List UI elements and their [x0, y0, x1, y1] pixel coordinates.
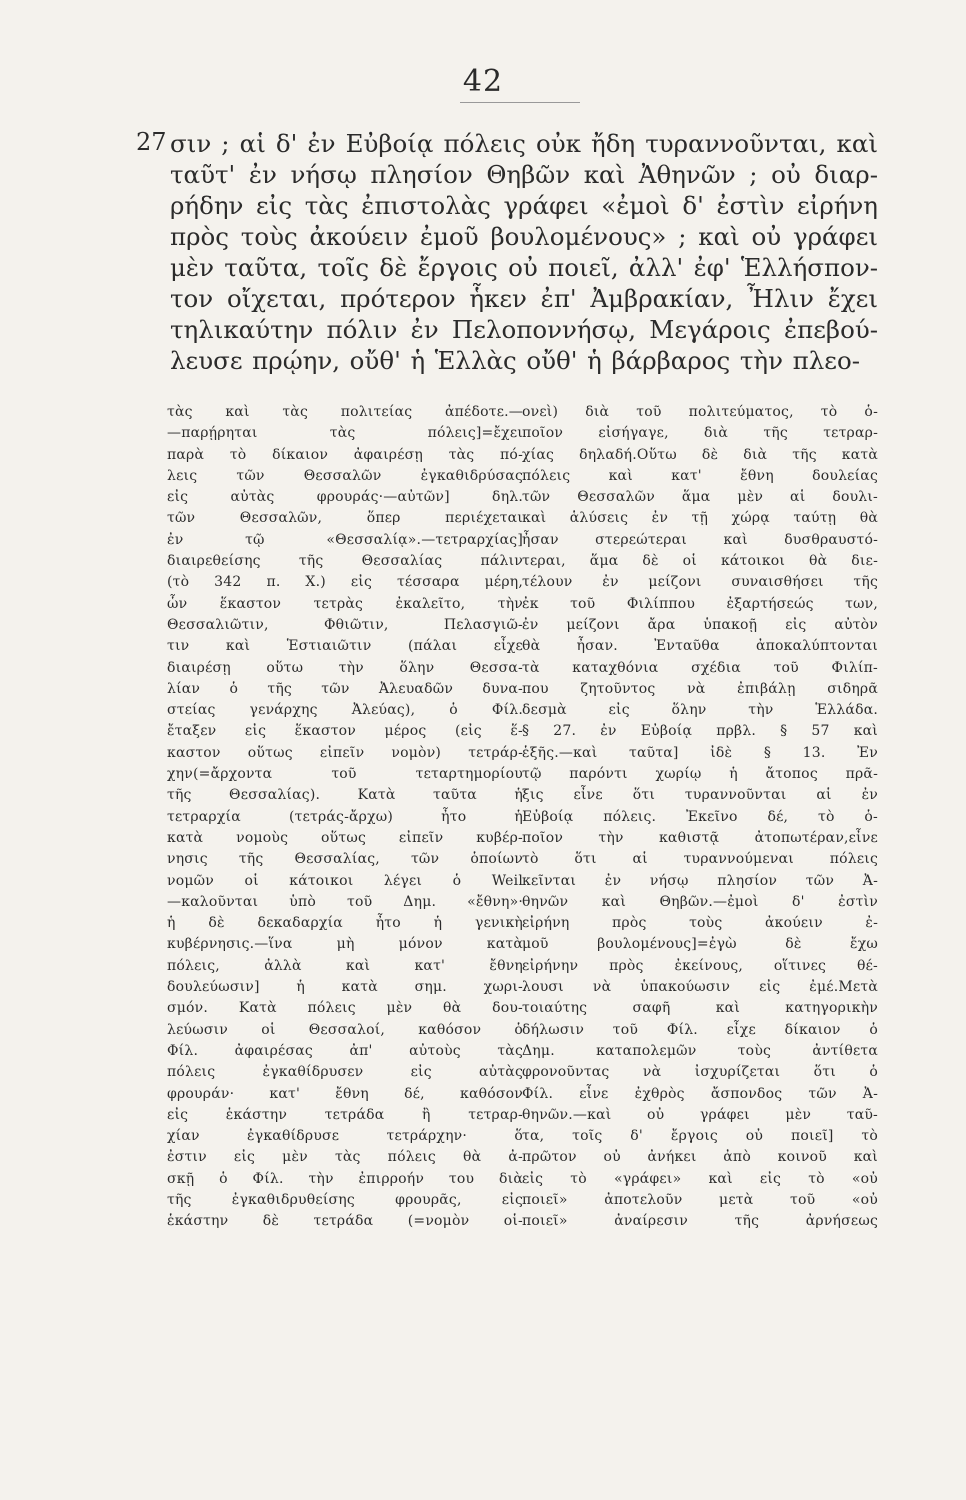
commentary-line: που ζητοῦντος νὰ ἐπιβάλῃ σιδηρᾶ — [522, 680, 878, 697]
commentary-line: τέλουν ἐν μείζονι συναισθήσει τῆς — [522, 574, 878, 591]
commentary-line: εἰς αὐτὰς φρουράς·—αὐτῶν] δηλ. — [167, 489, 523, 506]
commentary-line: πόλεις καὶ κατ' ἔθνη δουλείας — [522, 467, 878, 484]
main-text-line: σιν ; αἱ δ' ἐν Εὐβοίᾳ πόλεις οὐκ ἤδη τυραννοῦνται, καὶ — [170, 129, 878, 158]
commentary-line: τῶν Θεσσαλῶν ἅμα μὲν αἱ δουλι- — [522, 489, 878, 506]
commentary-line: ἐν τῷ «Θεσσαλίᾳ».—τετραρχίας] — [167, 531, 523, 548]
commentary-line: θηνῶν.—καὶ οὐ γράφει μὲν ταῦ- — [522, 1106, 878, 1123]
commentary-line: στείας γενάρχης Ἀλεύας), ὁ Φίλ. — [167, 702, 523, 719]
commentary-line: § 27. ἐν Εὐβοίᾳ πρβλ. § 57 καὶ — [522, 723, 878, 740]
commentary-line: μοῦ βουλομένους]=ἐγὼ δὲ ἔχω — [522, 936, 878, 953]
commentary-right-column — [522, 402, 878, 1233]
main-text-line: ρήδην εἰς τὰς ἐπιστολὰς γράφει «ἐμοὶ δ' ἐστὶν εἰρήνη — [170, 191, 878, 220]
commentary-line: πόλεις, ἀλλὰ καὶ κατ' ἔθνη — [167, 957, 523, 974]
commentary-line: διαιρεθείσης τῆς Θεσσαλίας πάλιν — [167, 553, 523, 570]
commentary-line: εἰς ἑκάστην τετράδα ἢ τετραρ- — [167, 1106, 523, 1123]
commentary-line: λεις τῶν Θεσσαλῶν ἐγκαθιδρύσας — [167, 467, 523, 484]
commentary-line: παρὰ τὸ δίκαιον ἀφαιρέσῃ τὰς πό- — [167, 446, 523, 463]
commentary-line: τετραρχία (τετράς-ἄρχω) ἦτο ἡ — [167, 808, 523, 825]
commentary-line: χην(=ἄρχοντα τοῦ τεταρτημορίου — [167, 766, 523, 783]
commentary-line: κυβέρνησις.—ἵνα μὴ μόνον κατὰ — [167, 936, 523, 953]
commentary-left-column — [167, 402, 523, 1233]
main-text-line: πρὸς τοὺς ἀκούειν ἐμοῦ βουλομένους» ; καὶ οὐ γράφει — [170, 222, 878, 251]
commentary-line: ποῖον εἰσήγαγε, διὰ τῆς τετραρ- — [522, 425, 878, 442]
commentary-line: πόλεις ἐγκαθίδρυσεν εἰς αὐτὰς — [167, 1064, 523, 1081]
commentary-line: τῶν Θεσσαλῶν, ὅπερ περιέχεται — [167, 510, 523, 527]
commentary-line: (τὸ 342 π. Χ.) εἰς τέσσαρα μέρη, — [167, 574, 523, 591]
commentary-line: φρονοῦντας νὰ ἰσχυρίζεται ὅτι ὁ — [522, 1064, 878, 1081]
commentary-line: νομῶν οἱ κάτοικοι λέγει ὁ Weil — [167, 872, 523, 889]
section-marker: 27 — [136, 128, 167, 156]
commentary-line: Φίλ. ἀφαιρέσας ἀπ' αὐτοὺς τὰς — [167, 1042, 523, 1059]
commentary-line: πρῶτον οὐ ἀνήκει ἀπὸ κοινοῦ καὶ — [522, 1149, 878, 1166]
commentary-line: σμόν. Κατὰ πόλεις μὲν θὰ δου- — [167, 1000, 523, 1017]
commentary-line: ποιεῖ» ἀποτελοῦν μετὰ τοῦ «οὐ — [522, 1191, 878, 1208]
commentary-line: ἑξῆς.—καὶ ταῦτα] ἰδὲ § 13. Ἐν — [522, 744, 878, 761]
commentary-line: θηνῶν καὶ Θηβῶν.—ἐμοὶ δ' ἐστὶν — [522, 893, 878, 910]
commentary-line: λεύωσιν οἱ Θεσσαλοί, καθόσον ὁ — [167, 1021, 523, 1038]
commentary-line: ἐστιν εἰς μὲν τὰς πόλεις θὰ ἀ- — [167, 1149, 523, 1166]
commentary-line: τοιαύτης σαφῆ καὶ κατηγορικὴν — [522, 1000, 878, 1017]
commentary-line: δουλεύωσιν] ἡ κατὰ σημ. χωρι- — [167, 979, 523, 996]
commentary-line: —καλοῦνται ὑπὸ τοῦ Δημ. «ἔθνη»· — [167, 893, 523, 910]
main-text-block — [170, 128, 878, 376]
page-number: 42 — [462, 64, 504, 99]
commentary-line: τῆς ἐγκαθιδρυθείσης φρουρᾶς, εἰς — [167, 1191, 523, 1208]
commentary-line: χίαν ἐγκαθίδρυσε τετράρχην· ὅ — [167, 1128, 523, 1145]
commentary-line: ἐν μείζονι ἄρα ὑπακοῇ εἰς αὐτὸν — [522, 616, 878, 633]
commentary-line: νησις τῆς Θεσσαλίας, τῶν ὁποίων — [167, 851, 523, 868]
main-text-line: λευσε πρῴην, οὔθ' ἡ Ἑλλὰς οὔθ' ἡ βάρβαρος τὴν πλεο- — [170, 346, 860, 375]
commentary-line: τὰ καταχθόνια σχέδια τοῦ Φιλίπ- — [522, 659, 878, 676]
commentary-line: τὸ ὅτι αἱ τυραννούμεναι πόλεις — [522, 851, 878, 868]
commentary-line: τεραι, ἅμα δὲ οἱ κάτοικοι θὰ διε- — [522, 553, 878, 570]
commentary-line: ἑκάστην δὲ τετράδα (=νομὸν οἱ- — [167, 1213, 523, 1230]
commentary-line: σκῇ ὁ Φίλ. τὴν ἐπιρροήν του διὰ — [167, 1170, 523, 1187]
main-text-line: τον οἴχεται, πρότερον ἧκεν ἐπ' Ἀμβρακίαν, Ἦλιν ἔχει — [170, 284, 878, 313]
commentary-line: ονεὶ) διὰ τοῦ πολιτεύματος, τὸ ὁ- — [522, 404, 878, 420]
commentary-line: ξις εἶνε ὅτι τυραννοῦνται αἱ ἐν — [522, 787, 878, 804]
commentary-line: τῷ παρόντι χωρίῳ ἡ ἄτοπος πρᾶ- — [522, 766, 878, 783]
commentary-line: —παρῄρηται τὰς πόλεις]=ἔχει — [167, 425, 523, 442]
commentary-line: τὰς καὶ τὰς πολιτείας ἀπέδοτε.— — [167, 404, 523, 420]
commentary-line: καὶ ἁλύσεις ἐν τῇ χώρᾳ ταύτῃ θὰ — [522, 510, 878, 527]
commentary-line: Θεσσαλιῶτιν, Φθιῶτιν, Πελασγιῶ- — [167, 616, 523, 633]
commentary-line: εἰς τὸ «γράφει» καὶ εἰς τὸ «οὐ — [522, 1170, 878, 1187]
commentary-line: δήλωσιν τοῦ Φίλ. εἶχε δίκαιον ὁ — [522, 1021, 878, 1038]
commentary-line: διαιρέσῃ οὕτω τὴν ὅλην Θεσσα- — [167, 659, 523, 676]
commentary-line: εἰρήνην πρὸς ἐκείνους, οἵτινες θέ- — [522, 957, 878, 974]
commentary-line: χίας δηλαδή.Οὕτω δὲ διὰ τῆς κατὰ — [522, 446, 878, 463]
commentary-line: ποῖον τὴν καθιστᾷ ἀτοπωτέραν,εἶνε — [522, 829, 878, 846]
commentary-line: ἔταξεν εἰς ἕκαστον μέρος (εἰς ἕ- — [167, 723, 523, 740]
commentary-line: λουσι νὰ ὑπακούωσιν εἰς ἐμέ.Μετὰ — [522, 979, 878, 996]
commentary-line: εἰρήνη πρὸς τοὺς ἀκούειν ἐ- — [522, 915, 878, 932]
commentary-line: τα, τοῖς δ' ἔργοις οὐ ποιεῖ] τὸ — [522, 1128, 878, 1145]
main-text-line: τηλικαύτην πόλιν ἐν Πελοποννήσῳ, Μεγάροις ἐπεβού- — [170, 315, 878, 344]
commentary-line: λίαν ὁ τῆς τῶν Ἀλευαδῶν δυνα- — [167, 680, 523, 697]
page-number-rule — [460, 102, 580, 103]
commentary-line: φρουράν· κατ' ἔθνη δέ, καθόσον — [167, 1085, 523, 1102]
commentary-line: Δημ. καταπολεμῶν τοὺς ἀντίθετα — [522, 1042, 878, 1059]
commentary-line: καστον οὕτως εἰπεῖν νομὸν) τετράρ- — [167, 744, 523, 761]
commentary-line: τιν καὶ Ἑστιαιῶτιν (πάλαι εἶχε — [167, 638, 523, 655]
commentary-line: Εὐβοίᾳ πόλεις. Ἐκεῖνο δέ, τὸ ὁ- — [522, 808, 878, 825]
commentary-line: ἡ δὲ δεκαδαρχία ἦτο ἡ γενικὴ — [167, 915, 523, 932]
commentary-line: θὰ ἦσαν. Ἐνταῦθα ἀποκαλύπτονται — [522, 638, 878, 655]
commentary-line: ἦσαν στερεώτεραι καὶ δυσθραυστό- — [522, 531, 878, 548]
commentary-line: ὧν ἕκαστον τετρὰς ἐκαλεῖτο, τὴν — [167, 595, 523, 612]
commentary-line: Φίλ. εἶνε ἐχθρὸς ἄσπονδος τῶν Ἀ- — [522, 1085, 878, 1102]
main-text-line: μὲν ταῦτα, τοῖς δὲ ἔργοις οὐ ποιεῖ, ἀλλ' ἐφ' Ἑλλήσπον- — [170, 253, 878, 282]
commentary-line: δεσμὰ εἰς ὅλην τὴν Ἑλλάδα. — [522, 702, 878, 719]
commentary-line: ποιεῖ» ἀναίρεσιν τῆς ἀρνήσεως — [522, 1213, 878, 1230]
commentary-line: κεῖνται ἐν νήσῳ πλησίον τῶν Ἀ- — [522, 872, 878, 889]
main-text-line: ταῦτ' ἐν νήσῳ πλησίον Θηβῶν καὶ Ἀθηνῶν ; οὐ διαρ- — [170, 160, 878, 189]
commentary-line: κατὰ νομοὺς οὕτως εἰπεῖν κυβέρ- — [167, 829, 523, 846]
commentary-line: ἐκ τοῦ Φιλίππου ἐξαρτήσεώς των, — [522, 595, 878, 612]
commentary-line: τῆς Θεσσαλίας). Κατὰ ταῦτα ἡ — [167, 787, 523, 804]
